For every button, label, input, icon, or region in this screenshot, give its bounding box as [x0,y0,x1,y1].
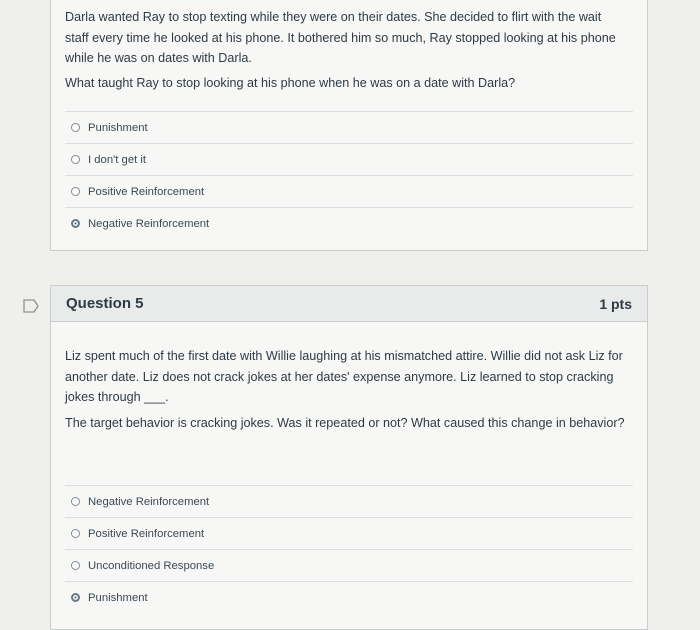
question-points: 1 pts [599,295,632,312]
radio-button[interactable] [71,497,80,506]
radio-button-selected[interactable] [71,593,80,602]
answer-choice-negative-reinforcement[interactable] [65,485,633,517]
question-prompt: What taught Ray to stop looking at his phone when he was on a date with Darla? [65,76,516,90]
radio-button[interactable] [71,123,80,132]
answer-choices [65,111,633,239]
answer-choice-positive-reinforcement[interactable] [65,517,633,549]
question-title: Question 5 [66,295,144,312]
question-header [51,286,647,322]
answer-label: Negative Reinforcement [88,217,210,230]
question-prompt: The target behavior is cracking jokes. Was it repeated or not? What caused this change in behavior? [65,416,625,430]
answer-label: Negative Reinforcement [88,495,210,508]
answer-choices [65,485,633,613]
previous-question-card [50,0,648,251]
answer-choice-negative-reinforcement[interactable] [65,207,633,239]
answer-choice-punishment[interactable] [65,581,633,613]
answer-label: Unconditioned Response [88,559,215,572]
radio-button[interactable] [71,155,80,164]
flag-question-icon[interactable] [23,299,39,313]
radio-button[interactable] [71,187,80,196]
question-5-card [50,285,648,630]
answer-choice-dont-get-it[interactable] [65,143,633,175]
radio-button-selected[interactable] [71,219,80,228]
radio-button[interactable] [71,529,80,538]
answer-label: Punishment [88,591,148,604]
answer-choice-positive-reinforcement[interactable] [65,175,633,207]
answer-label: I don't get it [88,153,147,166]
answer-label: Punishment [88,121,148,134]
question-text: Darla wanted Ray to stop texting while they were on their dates. She decided to flirt with the wait staff every time he looked at his phone. It bothered him so much, Ray stopped looking at his phone while he was on dates with Darla. [65,10,616,65]
answer-label: Positive Reinforcement [88,185,205,198]
answer-label: Positive Reinforcement [88,527,205,540]
answer-choice-punishment[interactable] [65,111,633,143]
answer-choice-unconditioned-response[interactable] [65,549,633,581]
question-text: Liz spent much of the first date with Willie laughing at his mismatched attire. Willie did not ask Liz for another date. Liz does not crack jokes at her dates' expense anymore. Liz learned to stop cracking jokes through ___. [65,349,623,404]
radio-button[interactable] [71,561,80,570]
